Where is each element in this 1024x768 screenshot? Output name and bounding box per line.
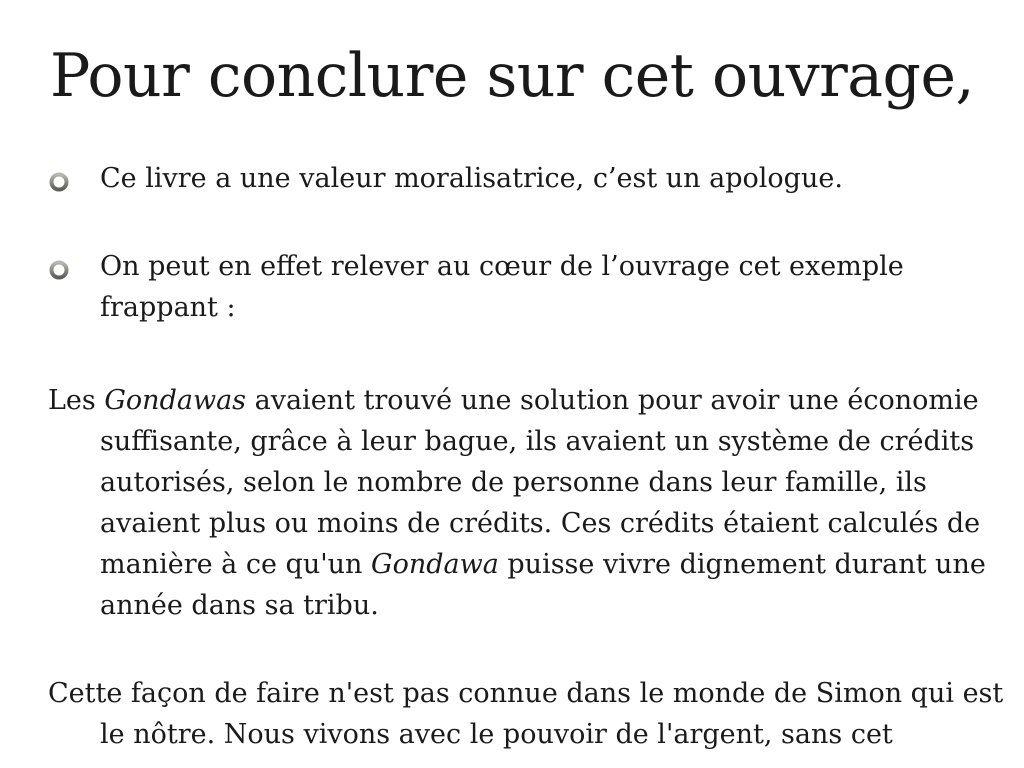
term-gondawa: Gondawa — [371, 549, 499, 580]
paragraph-lead: Les — [48, 385, 105, 416]
bullet-text: Ce livre a une valeur moralisatrice, c’est un apologue. — [100, 163, 843, 194]
ring-bullet-icon — [48, 259, 70, 281]
paragraph-middle: avaient trouvé une solution pour avoir une économie suffisante, grâce à leur bague, ils avaient un système de crédits autorisés, selon le nombre de personne dans leur famille, ils avaient plus ou moins de crédits. Ces crédits étaient calculés de manière à ce qu'un — [100, 385, 981, 580]
paragraph-tail: puisse vivre dignement durant une année dans sa tribu. — [100, 549, 986, 621]
bullet-text: On peut en effet relever au cœur de l’ouvrage cet exemple frappant : — [100, 251, 904, 323]
slide-title: Pour conclure sur cet ouvrage, — [49, 41, 975, 111]
paragraph-gondawas — [48, 380, 1020, 626]
paragraph-simon: Cette façon de faire n'est pas connue dans le monde de Simon qui est le nôtre. Nous vivons avec le pouvoir de l'argent, sans cet — [48, 678, 1004, 750]
term-gondawas: Gondawas — [104, 385, 247, 416]
bullet-item — [48, 158, 968, 199]
bullet-item — [48, 246, 968, 328]
bullet-list — [48, 158, 968, 328]
ring-bullet-icon — [48, 171, 70, 193]
